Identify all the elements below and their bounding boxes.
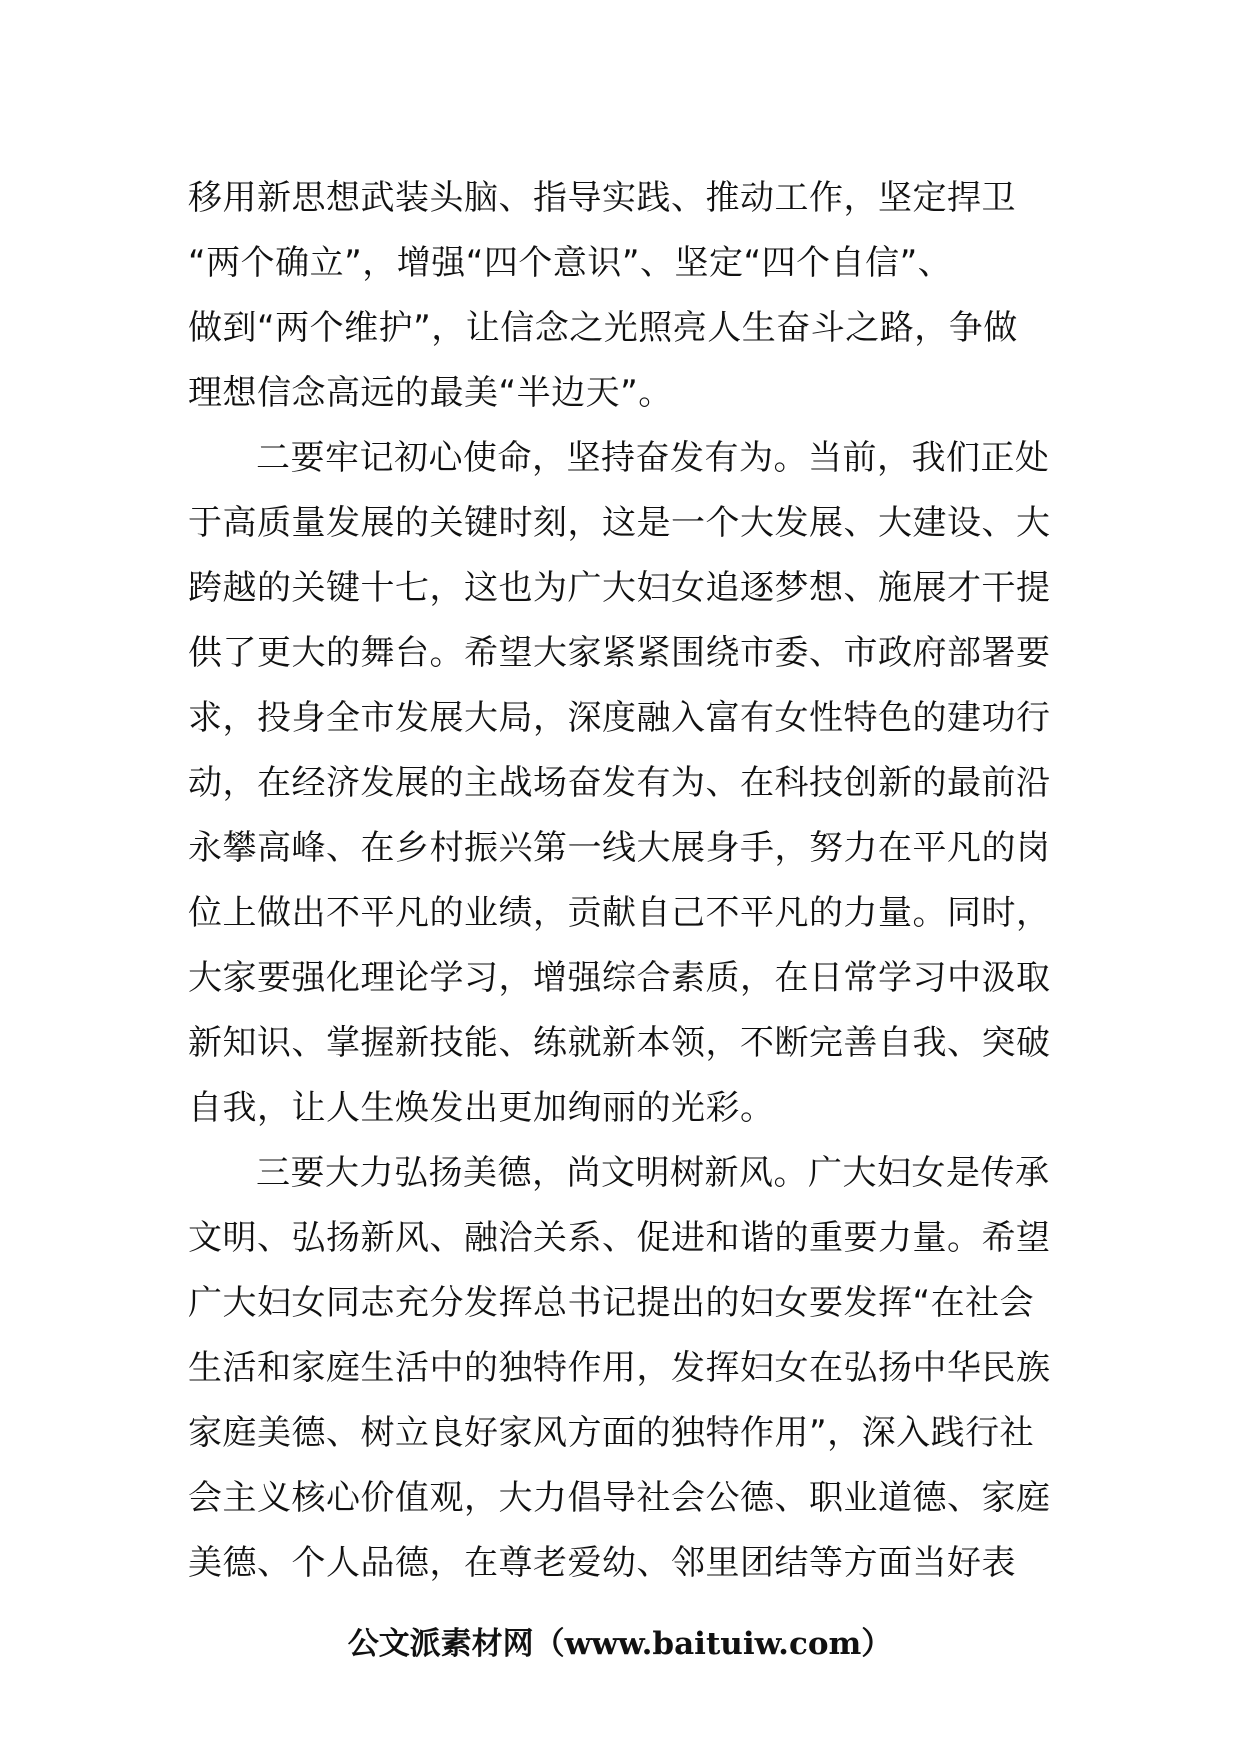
document-body bbox=[188, 166, 1058, 1596]
text-line: “两个确立”，增强“四个意识”、坚定“四个自信”、 bbox=[188, 243, 953, 283]
text-line: 会主义核心价值观，大力倡导社会公德、职业道德、家庭 bbox=[188, 1478, 1051, 1518]
text-line: 美德、个人品德，在尊老爱幼、邻里团结等方面当好表 bbox=[188, 1543, 1016, 1583]
text-line: 移用新思想武装头脑、指导实践、推动工作，坚定捍卫 bbox=[188, 178, 1016, 218]
text-line: 自我，让人生焕发出更加绚丽的光彩。 bbox=[188, 1088, 775, 1128]
text-line: 广大妇女同志充分发挥总书记提出的妇女要发挥“在社会 bbox=[188, 1283, 1035, 1323]
text-line: 理想信念高远的最美“半边天”。 bbox=[188, 373, 673, 413]
text-line: 永攀高峰、在乡村振兴第一线大展身手，努力在平凡的岗 bbox=[188, 828, 1051, 868]
text-line: 做到“两个维护”，让信念之光照亮人生奋斗之路，争做 bbox=[188, 308, 1018, 348]
text-line: 生活和家庭生活中的独特作用，发挥妇女在弘扬中华民族 bbox=[188, 1348, 1051, 1388]
text-line: 位上做出不平凡的业绩，贡献自己不平凡的力量。同时， bbox=[188, 893, 1051, 933]
footer-watermark-text: 公文派素材网（www.baituiw.com） bbox=[347, 1626, 893, 1662]
text-line: 跨越的关键十七，这也为广大妇女追逐梦想、施展才干提 bbox=[188, 568, 1051, 608]
text-line: 家庭美德、树立良好家风方面的独特作用”，深入践行社 bbox=[188, 1413, 1035, 1453]
paragraph-start-line: 三要大力弘扬美德，尚文明树新风。广大妇女是传承 bbox=[256, 1153, 1050, 1193]
text-line: 大家要强化理论学习，增强综合素质，在日常学习中汲取 bbox=[188, 958, 1051, 998]
text-line: 新知识、掌握新技能、练就新本领，不断完善自我、突破 bbox=[188, 1023, 1051, 1063]
text-line: 文明、弘扬新风、融洽关系、促进和谐的重要力量。希望 bbox=[188, 1218, 1051, 1258]
text-line: 于高质量发展的关键时刻，这是一个大发展、大建设、大 bbox=[188, 503, 1051, 543]
paragraph-start-line: 二要牢记初心使命，坚持奋发有为。当前，我们正处 bbox=[256, 438, 1050, 478]
text-line: 求，投身全市发展大局，深度融入富有女性特色的建功行 bbox=[188, 698, 1051, 738]
text-line: 供了更大的舞台。希望大家紧紧围绕市委、市政府部署要 bbox=[188, 633, 1051, 673]
text-line: 动，在经济发展的主战场奋发有为、在科技创新的最前沿 bbox=[188, 763, 1051, 803]
